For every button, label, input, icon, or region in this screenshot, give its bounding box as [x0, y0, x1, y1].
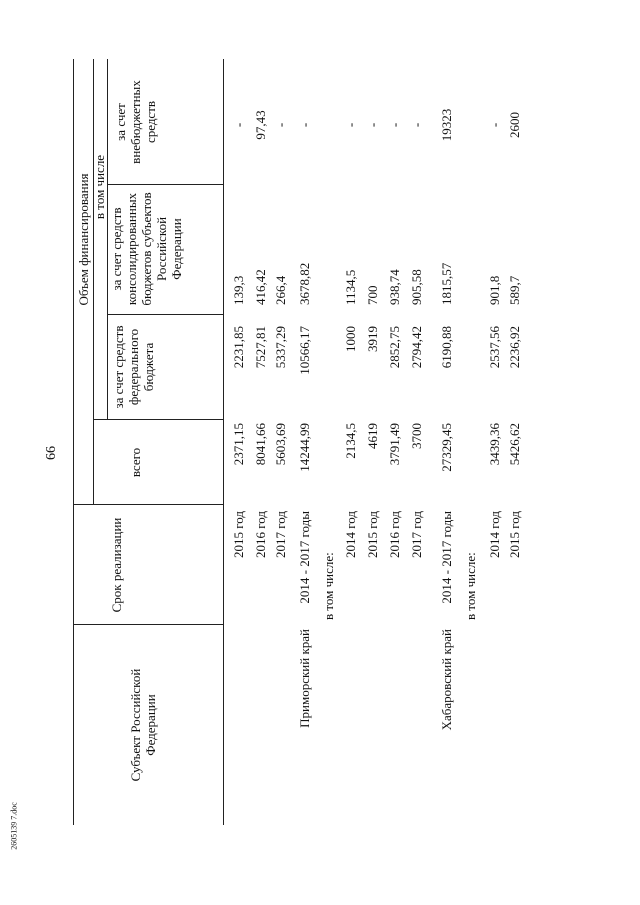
header-extrabudget: за счет внебюджетных средств: [113, 80, 158, 164]
header-regional: за счет средств консолидированных бюджетов субъектов Российской Федерации: [109, 192, 184, 306]
cell-regional: 3678,82: [297, 262, 312, 305]
cell-extra: -: [273, 122, 288, 128]
cell-period: 2014 - 2017 годы: [439, 511, 454, 604]
header-federal: за счет средств федерального бюджета: [111, 325, 156, 409]
cell-federal: 2794,42: [409, 326, 424, 369]
cell-extra: -: [297, 122, 312, 128]
cell-extra: 19323: [439, 108, 454, 142]
cell-total: 5603,69: [273, 423, 288, 466]
cell-total: 2134,5: [343, 423, 358, 459]
rule-col2: [73, 504, 223, 505]
rule-col1: [73, 624, 223, 625]
rule-header-bottom: [223, 59, 224, 825]
cell-regional: 266,4: [273, 275, 288, 305]
cell-regional: 1134,5: [343, 269, 358, 305]
cell-total: 3439,36: [487, 423, 502, 466]
cell-period: 2017 год: [409, 511, 424, 558]
header-total: всего: [128, 447, 143, 478]
rule-col5: [107, 184, 223, 185]
cell-period: в том числе:: [463, 552, 478, 620]
cell-regional: 905,58: [409, 269, 424, 305]
cell-period: 2016 год: [387, 511, 402, 558]
page-number: 66: [44, 446, 59, 460]
cell-period: 2014 - 2017 годы: [297, 511, 312, 604]
cell-regional: 901,8: [487, 275, 502, 305]
cell-extra: -: [343, 122, 358, 128]
cell-federal: 10566,17: [297, 326, 312, 375]
cell-total: 27329,45: [439, 423, 454, 472]
cell-total: 3700: [409, 423, 424, 449]
rule-col4: [107, 314, 223, 315]
cell-regional: 938,74: [387, 269, 402, 305]
rule-col3: [93, 419, 223, 420]
cell-extra: 2600: [507, 112, 522, 138]
header-including: в том числе: [92, 154, 107, 220]
cell-federal: 6190,88: [439, 326, 454, 369]
cell-subject: Приморский край: [297, 629, 312, 728]
cell-total: 4619: [365, 423, 380, 449]
footer-filename: 2605139 7.doc: [9, 802, 19, 850]
cell-federal: 1000: [343, 326, 358, 352]
header-subject: Субъект Российской Федерации: [128, 668, 158, 782]
cell-extra: -: [231, 122, 246, 128]
cell-total: 14244,99: [297, 423, 312, 472]
cell-regional: 700: [365, 285, 380, 305]
rule-top: [73, 59, 74, 825]
cell-federal: 2537,56: [487, 326, 502, 369]
cell-total: 8041,66: [253, 423, 268, 466]
cell-total: 2371,15: [231, 423, 246, 466]
rule-including: [107, 59, 108, 420]
cell-period: 2015 год: [365, 511, 380, 558]
cell-total: 5426,62: [507, 423, 522, 466]
cell-federal: 2231,85: [231, 326, 246, 369]
cell-regional: 589,7: [507, 275, 522, 305]
financing-table: [73, 59, 553, 825]
cell-total: 3791,49: [387, 423, 402, 466]
cell-extra: -: [365, 122, 380, 128]
cell-federal: 2236,92: [507, 326, 522, 369]
cell-regional: 1815,57: [439, 262, 454, 305]
cell-federal: 3919: [365, 326, 380, 352]
cell-regional: 139,3: [231, 275, 246, 305]
cell-period: 2014 год: [487, 511, 502, 558]
cell-extra: -: [409, 122, 424, 128]
header-funding: Объем финансирования: [76, 173, 91, 306]
cell-extra: 97,43: [253, 110, 268, 140]
cell-period: в том числе:: [321, 552, 336, 620]
cell-period: 2017 год: [273, 511, 288, 558]
cell-federal: 7527,81: [253, 326, 268, 369]
cell-federal: 5337,29: [273, 326, 288, 369]
cell-period: 2014 год: [343, 511, 358, 558]
cell-federal: 2852,75: [387, 326, 402, 369]
cell-period: 2016 год: [253, 511, 268, 558]
cell-period: 2015 год: [231, 511, 246, 558]
cell-extra: -: [487, 122, 502, 128]
header-period: Срок реализации: [109, 517, 124, 613]
cell-period: 2015 год: [507, 511, 522, 558]
cell-extra: -: [387, 122, 402, 128]
cell-subject: Хабаровский край: [439, 629, 454, 731]
cell-regional: 416,42: [253, 269, 268, 305]
